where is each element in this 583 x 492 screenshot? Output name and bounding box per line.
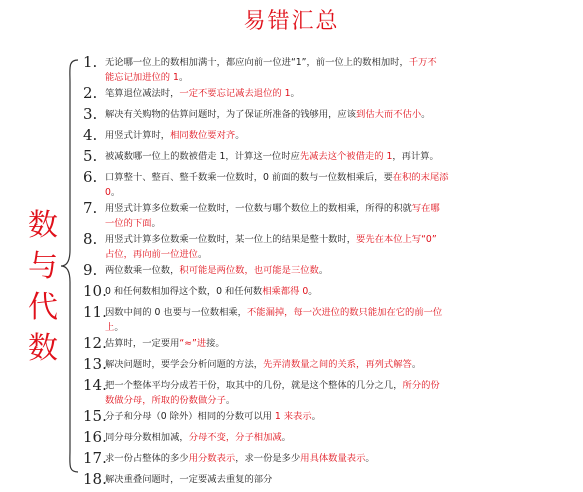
item-line: [105, 231, 577, 246]
highlight-text: 上: [105, 321, 115, 333]
item-line: [105, 200, 577, 215]
item-number: 8.: [83, 230, 98, 248]
highlight-text: 相同数位要对齐: [170, 130, 236, 141]
item-number: 14.: [83, 376, 107, 394]
list-item: [85, 429, 577, 449]
list-item: [85, 335, 577, 355]
list-item: [85, 262, 577, 282]
highlight-text: 先弄清数量之间的关系，再列式解答: [263, 359, 412, 370]
item-text: ，再计算。: [392, 151, 439, 162]
item-number: 16.: [83, 428, 107, 446]
item-line: [105, 356, 577, 371]
highlight-text: 写在哪: [411, 203, 440, 214]
highlight-text: 用分数表示: [188, 453, 236, 464]
list-item: [85, 377, 577, 407]
item-line: [105, 319, 577, 334]
item-line: [105, 148, 577, 163]
item-text: 接。: [206, 338, 225, 349]
item-line: [105, 246, 577, 261]
highlight-text: 用具体数量表示: [300, 453, 366, 464]
item-text: 。: [421, 109, 431, 120]
item-text: 解决有关购物的估算问题时，为了保证所准备的钱够用，应该: [105, 109, 357, 120]
list-item: [85, 283, 577, 303]
item-text: ，求一份是多少: [235, 453, 301, 464]
item-text: 。: [411, 359, 422, 370]
highlight-text: 相乘都得 0: [262, 286, 309, 297]
item-line: [105, 262, 577, 277]
list-item: [85, 54, 577, 84]
item-line: [105, 85, 577, 100]
item-line: [105, 215, 577, 230]
highlight-text: 一定不要忘记减去退位的 1: [179, 88, 291, 99]
item-number: 12.: [83, 334, 107, 352]
list-item: [85, 408, 577, 428]
list-item: [85, 148, 577, 168]
item-text: 。: [178, 71, 189, 83]
item-line: [105, 69, 577, 84]
item-text: 因数中间的 0 也要与一位数相乘，: [105, 307, 247, 318]
item-line: [105, 169, 577, 184]
side-char: 代: [28, 290, 58, 325]
list-item: [85, 85, 577, 105]
item-number: 15.: [83, 407, 107, 425]
highlight-text: 千万不: [408, 57, 437, 68]
item-text: 。: [151, 217, 161, 229]
highlight-text: 占位，再向前一位进位: [105, 248, 198, 260]
item-text: 。: [308, 286, 318, 297]
item-text: 求一份占整体的多少: [105, 453, 189, 464]
item-number: 1.: [83, 53, 98, 71]
item-line: [105, 106, 577, 121]
list-item: [85, 127, 577, 147]
item-text: 用竖式计算多位数乘一位数时，一位数与哪个数位上的数相乘，所得的积就: [105, 203, 412, 214]
list-item: [85, 450, 577, 470]
error-summary-list: [85, 54, 577, 492]
item-text: 。: [365, 453, 375, 464]
item-text: 被减数哪一位上的数被借走 1，计算这一位时应: [105, 151, 300, 162]
item-text: 。: [114, 321, 124, 333]
highlight-text: 0: [105, 186, 111, 198]
item-line: [105, 429, 577, 444]
highlight-text: 一位的下面: [105, 217, 152, 229]
item-text: 0 和任何数相加得这个数，0 和任何数: [105, 286, 263, 297]
item-text: 解决重叠问题时，一定要减去重复的部分: [105, 474, 273, 485]
item-text: 。: [318, 265, 329, 276]
item-text: 用竖式计算时，: [105, 130, 171, 141]
highlight-text: 不能漏掉，每一次进位的数只能加在它的前一位: [246, 307, 443, 318]
item-line: [105, 304, 577, 319]
item-number: 2.: [83, 84, 98, 102]
list-item: [85, 471, 577, 491]
item-line: [105, 408, 577, 423]
side-char: 数: [28, 331, 58, 366]
item-number: 17.: [83, 449, 107, 467]
item-text: 。: [290, 88, 300, 99]
item-number: 4.: [83, 126, 98, 144]
highlight-text: 数做分母，所取的份数做分子: [105, 394, 226, 406]
item-text: 。: [235, 130, 245, 141]
item-text: 。: [225, 394, 236, 406]
item-line: [105, 392, 577, 407]
item-line: [105, 335, 577, 350]
highlight-text: 分母不变，分子相加减: [188, 432, 282, 443]
list-item: [85, 304, 577, 334]
item-text: 两位数乘一位数，: [105, 265, 180, 276]
item-text: 笔算退位减法时，: [105, 88, 180, 99]
item-text: 口算整十、整百、整千数乘一位数时，0 前面的数与一位数相乘后，要: [105, 172, 393, 183]
item-text: 。: [281, 432, 291, 443]
list-item: [85, 169, 577, 199]
item-number: 5.: [83, 147, 98, 165]
item-text: 。: [311, 411, 321, 422]
highlight-text: 在积的末尾添: [392, 172, 449, 183]
item-line: [105, 283, 577, 298]
item-text: 用竖式计算多位数乘一位数时，某一位上的结果是整十数时，: [105, 234, 357, 245]
highlight-text: 1 来表示: [274, 411, 312, 422]
item-line: [105, 450, 577, 465]
highlight-text: “≈”进: [179, 338, 207, 349]
side-char: 数: [28, 208, 58, 243]
item-line: [105, 377, 577, 392]
item-text: 估算时，一定要用: [105, 338, 180, 349]
list-item: [85, 200, 577, 230]
item-number: 13.: [83, 355, 107, 373]
curly-brace-icon: [60, 58, 82, 474]
item-number: 7.: [83, 199, 98, 217]
highlight-text: 积可能是两位数，也可能是三位数: [179, 265, 319, 276]
highlight-text: 要先在本位上写“0”: [356, 234, 437, 245]
item-text: 把一个整体平均分成若干份，取其中的几份，就是这个整体的几分之几，: [105, 380, 403, 391]
list-item: [85, 106, 577, 126]
highlight-text: 能忘记加进位的 1: [105, 71, 179, 83]
highlight-text: 到估大而不估小: [356, 109, 422, 120]
item-text: 分子和分母（0 除外）相同的分数可以用: [105, 411, 275, 422]
item-number: 3.: [83, 105, 98, 123]
page-title: 易错汇总: [243, 9, 340, 34]
side-char: 与: [28, 249, 58, 284]
list-item: [85, 231, 577, 261]
item-number: 18.: [83, 470, 107, 488]
item-line: [105, 54, 577, 69]
highlight-text: 先减去这个被借走的 1: [299, 151, 393, 162]
item-number: 9.: [83, 261, 98, 279]
item-text: 无论哪一位上的数相加满十，都应向前一位进“1”，前一位上的数相加时，: [105, 57, 409, 68]
item-text: 解决问题时，要学会分析问题的方法，: [105, 359, 264, 370]
item-number: 10.: [83, 282, 107, 300]
item-line: [105, 127, 577, 142]
item-line: [105, 184, 577, 199]
item-text: 。: [110, 186, 121, 198]
highlight-text: 所分的份: [402, 380, 440, 391]
item-line: [105, 471, 577, 486]
item-number: 11.: [83, 303, 107, 321]
list-item: [85, 356, 577, 376]
item-text: 。: [197, 248, 208, 260]
item-number: 6.: [83, 168, 98, 186]
item-text: 同分母分数相加减，: [105, 432, 189, 443]
side-label: [28, 205, 58, 369]
